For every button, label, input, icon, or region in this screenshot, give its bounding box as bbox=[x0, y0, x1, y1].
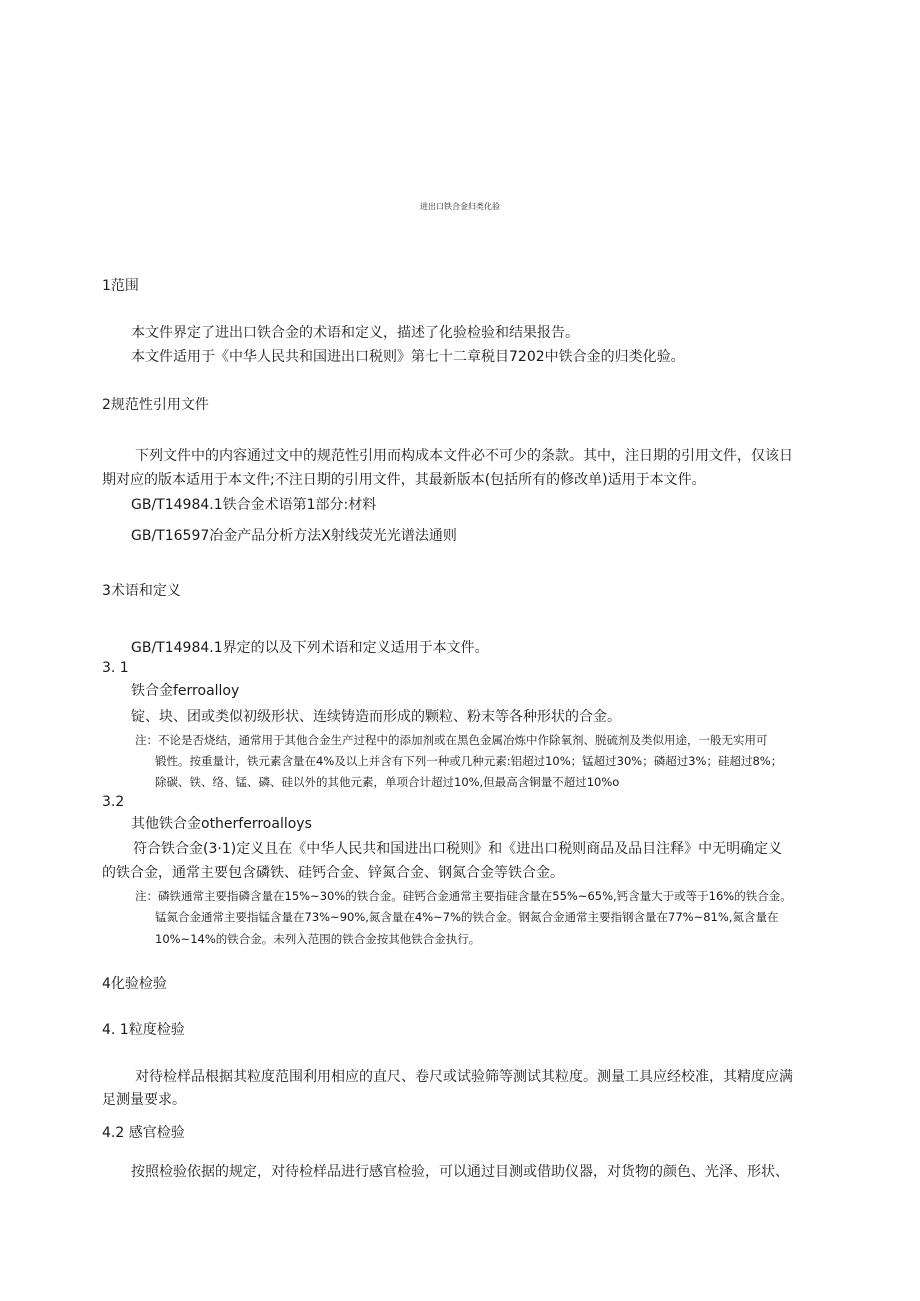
section-3-intro: GB/T14984.1界定的以及下列术语和定义适用于本文件。 bbox=[131, 640, 489, 656]
section-4-heading: 4化验检验 bbox=[102, 976, 167, 992]
term-3-2-note-line-3: 10%~14%的铁合金。未列入范围的铁合金按其他铁合金执行。 bbox=[155, 932, 481, 946]
section-2-paragraph-line-1: 下列文件中的内容通过文中的规范性引用而构成本文件必不可少的条款。其中，注日期的引用文件，仅该日 bbox=[135, 448, 793, 464]
term-3-2-definition-line-2: 的铁合金，通常主要包含磷铁、硅钙合金、锌氮合金、钢氮合金等铁合金。 bbox=[102, 865, 564, 881]
term-3-2-definition-line-1: 符合铁合金(3·1)定义且在《中华人民共和国进出口税则》和《进出口税则商品及品目注释》中无明确定义 bbox=[133, 841, 783, 857]
term-3-2-number: 3.2 bbox=[102, 794, 125, 810]
section-3-heading: 3术语和定义 bbox=[102, 583, 181, 599]
term-3-1-note-line-1: 注：不论是否烧结，通常用于其他合金生产过程中的添加剂或在黑色金属冶炼中作除氧剂、脱硫剂及类似用途，一般无实用可 bbox=[135, 733, 768, 747]
reference-gb-t16597: GB/T16597冶金产品分析方法X射线荧光光谱法通则 bbox=[131, 528, 457, 544]
term-3-1-definition: 锭、块、团或类似初级形状、连续铸造而形成的颗粒、粉末等各种形状的合金。 bbox=[131, 709, 621, 725]
term-3-1-note-line-3: 除碳、铁、络、锰、磷、硅以外的其他元素，单项合计超过10%,但最高含铜量不超过10%o bbox=[155, 775, 620, 789]
section-2-paragraph-line-2: 期对应的版本适用于本文件;不注日期的引用文件，其最新版本(包括所有的修改单)适用于本文件。 bbox=[102, 472, 706, 488]
section-1-paragraph-1: 本文件界定了进出口铁合金的术语和定义，描述了化验检验和结果报告。 bbox=[131, 325, 579, 341]
subsection-4-1-heading: 4. 1粒度检验 bbox=[102, 1022, 185, 1038]
term-3-1-number: 3. 1 bbox=[102, 660, 129, 676]
reference-gb-t14984: GB/T14984.1铁合金术语第1部分:材料 bbox=[131, 497, 377, 513]
document-title: 进出口铁合金归类化验 bbox=[420, 202, 500, 211]
term-3-1-note-line-2: 锻性。按重量计，铁元素含量在4%及以上并含有下列一种或几种元素:铝超过10%；锰超过30%；磷超过3%；硅超过8%； bbox=[155, 754, 783, 768]
subsection-4-2-line-1: 按照检验依据的规定，对待检样品进行感官检验，可以通过目测或借助仪器，对货物的颜色、光泽、形状、 bbox=[131, 1164, 789, 1180]
term-3-2-name: 其他铁合金otherferroalloys bbox=[131, 816, 312, 832]
section-2-heading: 2规范性引用文件 bbox=[102, 397, 209, 413]
section-1-heading: 1范围 bbox=[102, 278, 139, 294]
section-1-paragraph-2: 本文件适用于《中华人民共和国进出口税则》第七十二章税目7202中铁合金的归类化验。 bbox=[131, 349, 685, 365]
subsection-4-1-line-1: 对待检样品根据其粒度范围利用相应的直尺、卷尺或试验筛等测试其粒度。测量工具应经校准，其精度应满 bbox=[135, 1069, 793, 1085]
term-3-2-note-line-2: 锰氮合金通常主要指锰含量在73%~90%,氮含量在4%~7%的铁合金。钢氮合金通常主要指钢含量在77%~81%,氮含量在 bbox=[155, 910, 779, 924]
subsection-4-2-heading: 4.2 感官检验 bbox=[102, 1125, 185, 1141]
subsection-4-1-line-2: 足测量要求。 bbox=[102, 1092, 186, 1108]
term-3-1-name: 铁合金ferroalloy bbox=[131, 683, 240, 699]
term-3-2-note-line-1: 注：磷铁通常主要指磷含量在15%~30%的铁合金。硅钙合金通常主要指硅含量在55%~65%,钙含量大于或等于16%的铁合金。 bbox=[135, 889, 792, 903]
